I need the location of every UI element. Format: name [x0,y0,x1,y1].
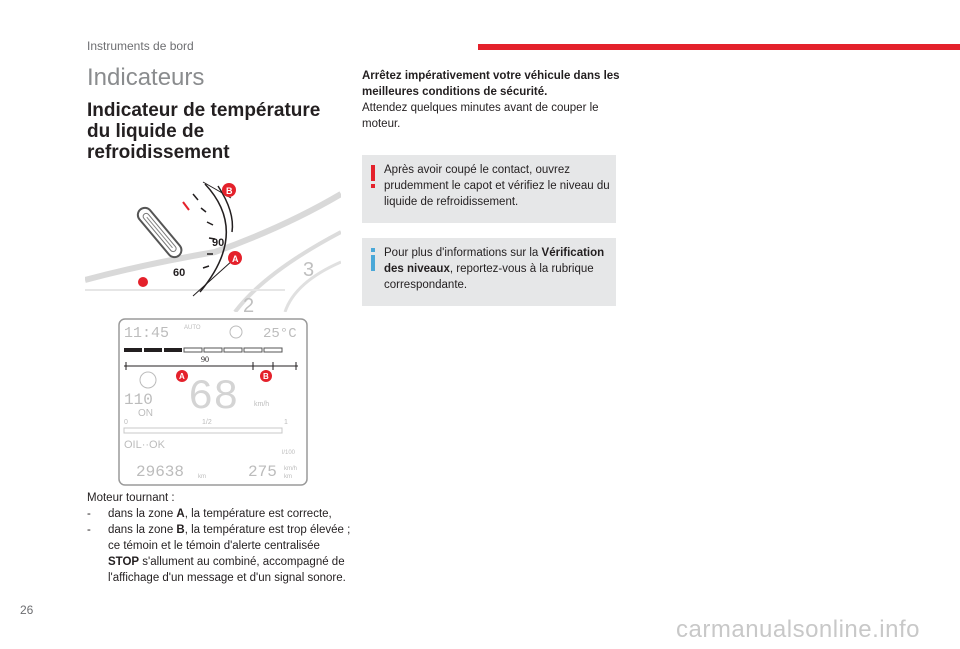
list-item-zone-b: - dans la zone B, la température est trop élevée ; ce témoin et le témoin d'alerte centralisée STOP s'allument au combiné, accompagné de l'affichage d'un message et d'un signal sonore. [87,524,351,584]
gauge-zone-a: A [232,254,239,264]
cluster-odo-unit: km [198,474,206,480]
warning-box [362,155,616,223]
cluster-scale-1: 1 [284,419,288,426]
item-b-post: s'allument au combiné, accompagné de l'affichage d'un message et d'un signal sonore. [108,556,346,584]
warning-box-text: Après avoir coupé le contact, ouvrez prudemment le capot et vérifiez le niveau du liquide de refroidissement. [384,164,610,208]
gauge-label-90: 90 [212,237,225,249]
section-subtitle: Indicateur de température du liquide de refroidissement [87,100,321,163]
cluster-on: ON [138,408,153,419]
cluster-consumption-unit: l/100 [282,450,296,456]
temperature-gauge-illustration [85,172,341,312]
watermark: carmanualsonline.info [676,616,920,643]
info-box-text [384,245,610,293]
warning-body: Attendez quelques minutes avant de couper le moteur. [362,102,599,130]
warning-heading: Arrêtez impérativement votre véhicule dans les meilleures conditions de sécurité. [362,70,620,98]
exclamation-icon [368,165,378,189]
cluster-mark-90: 90 [201,355,209,364]
page-title: Indicateurs [87,64,205,91]
info-icon [368,248,378,272]
body-text [87,490,352,586]
cluster-zone-b: B [263,372,269,381]
body-intro: Moteur tournant : [87,492,175,504]
cluster-speed-small: 110 [124,391,153,409]
info-box [362,238,616,306]
item-b-mid: , la température est trop élevée ; ce témoin et le témoin d'alerte centralisée [108,524,351,552]
item-a-bold: A [176,508,185,520]
instrument-cluster-illustration [118,318,308,486]
cluster-speed: 68 [188,373,239,421]
cluster-temp: 25°C [263,326,297,342]
cluster-scale-0: 0 [124,419,128,426]
dial-number-2: 2 [243,295,255,312]
info-link-levels: Vérification des niveaux [384,247,605,275]
cluster-zone-a: A [179,372,185,381]
cluster-speed-unit: km/h [254,401,270,408]
header-accent-bar [478,44,960,50]
info-post: , reportez-vous à la rubrique correspondante. [384,263,594,291]
item-b-stop: STOP [108,556,140,568]
cluster-oil: OIL··OK [124,439,165,451]
cluster-range-unit: km/h [284,466,298,472]
item-b-bold: B [176,524,185,536]
cluster-odometer: 29638 [136,463,185,481]
gauge-zone-b: B [226,186,233,196]
header-section-label: Instruments de bord [87,39,194,53]
cluster-auto: AUTO [184,325,201,331]
item-a-pre: dans la zone [108,508,177,520]
list-item-zone-a: - dans la zone A, la température est correcte, [87,508,332,520]
item-b-pre: dans la zone [108,524,177,536]
cluster-range: 275 [248,463,277,481]
cluster-scale-half: 1/2 [202,419,212,426]
dial-number-3: 3 [303,259,315,281]
page-number: 26 [20,603,34,617]
cluster-range-unit-km: km [284,474,292,480]
item-a-post: , la température est correcte, [184,508,332,520]
info-pre: Pour plus d'informations sur la [384,247,542,259]
gauge-label-60: 60 [173,267,186,279]
cluster-clock: 11:45 [124,325,170,342]
